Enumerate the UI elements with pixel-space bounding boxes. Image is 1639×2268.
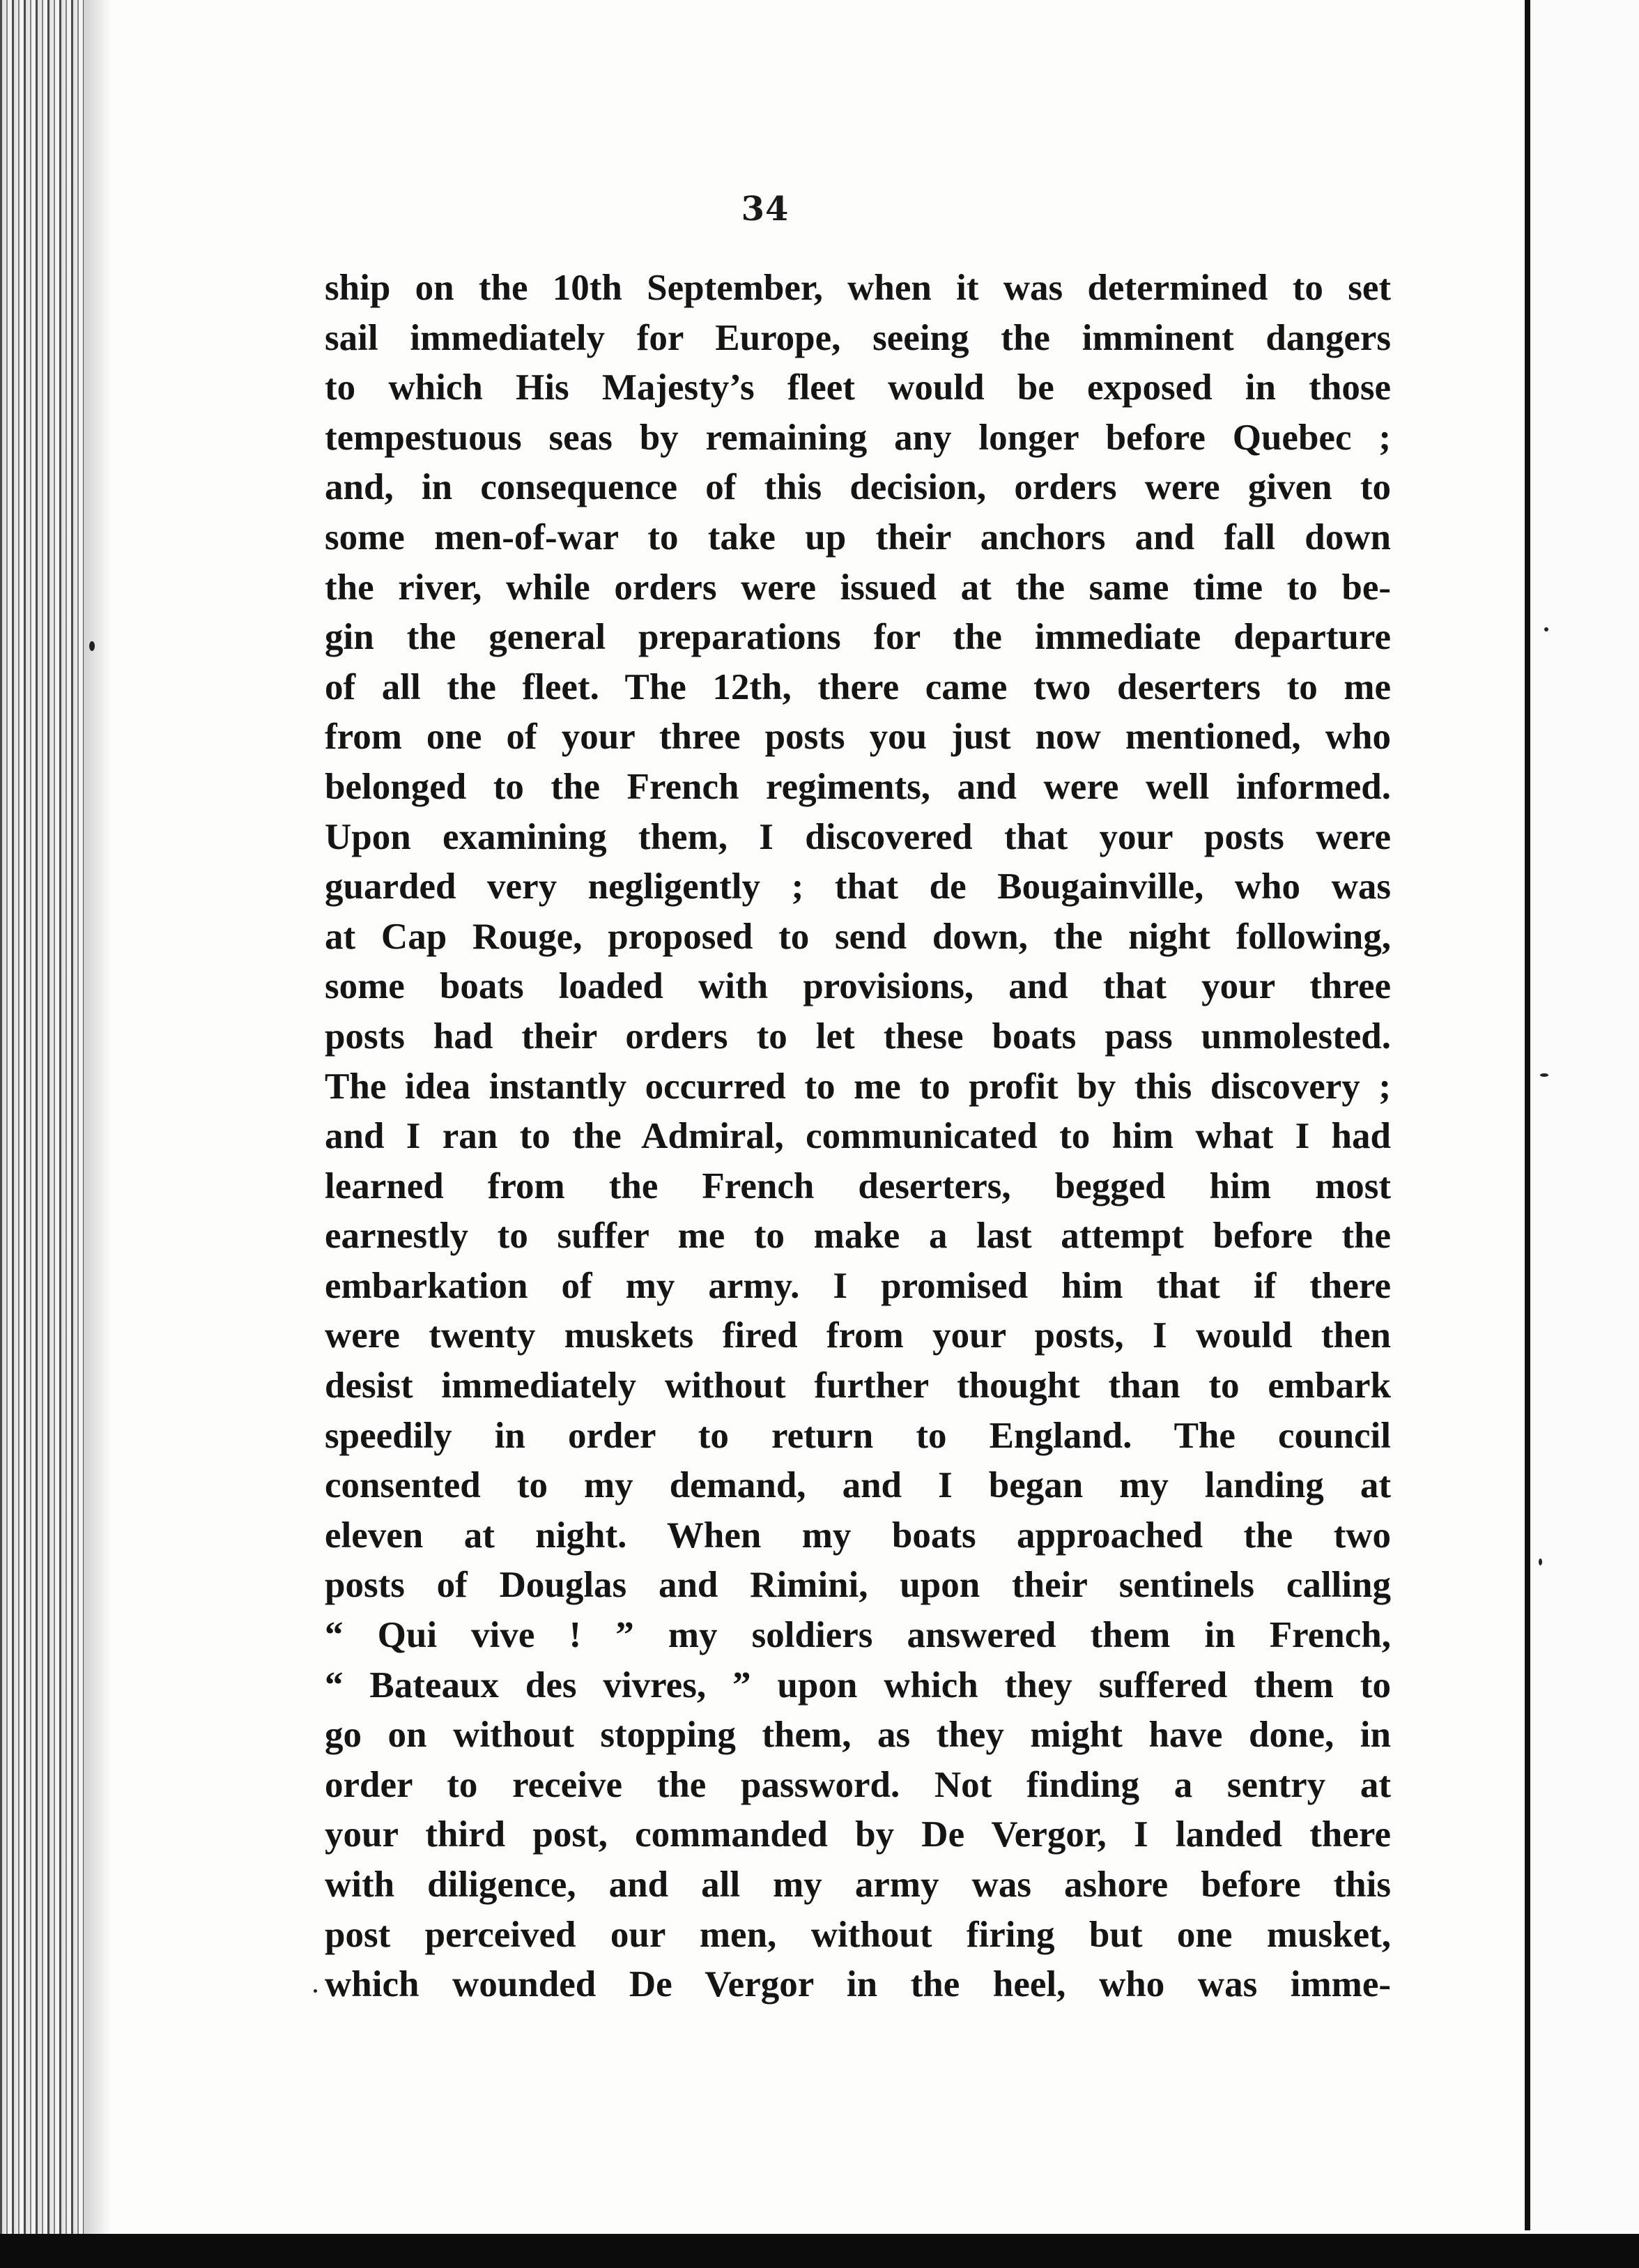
text-line: the river, while orders were issued at the same time to be-: [325, 567, 1391, 608]
text-line: posts of Douglas and Rimini, upon their sentinels calling: [325, 1565, 1391, 1606]
page-right-edge: [1525, 0, 1530, 2230]
text-line: and I ran to the Admiral, communicated to him what I had: [325, 1116, 1391, 1157]
text-line: at Cap Rouge, proposed to send down, the night following,: [325, 916, 1391, 957]
text-line: guarded very negligently ; that de Bougainville, who was: [325, 866, 1391, 907]
book-binding-edge: [0, 0, 84, 2268]
text-line: order to receive the password. Not finding a sentry at: [325, 1764, 1391, 1805]
scan-speck: [1540, 1073, 1548, 1077]
text-line: “ Qui vive ! ” my soldiers answered them in French,: [325, 1615, 1391, 1656]
text-line: consented to my demand, and I began my landing at: [325, 1465, 1391, 1506]
text-line: The idea instantly occurred to me to profit by this discovery ;: [325, 1066, 1391, 1107]
text-line: from one of your three posts you just now mentioned, who: [325, 717, 1391, 758]
text-line: learned from the French deserters, begged him most: [325, 1165, 1391, 1206]
text-line: embarkation of my army. I promised him that if there: [325, 1265, 1391, 1306]
text-line: Upon examining them, I discovered that your posts were: [325, 816, 1391, 857]
text-line: to which His Majesty’s fleet would be exposed in those: [325, 367, 1391, 408]
text-line: which wounded De Vergor in the heel, who was imme-: [325, 1964, 1391, 2005]
right-margin: [1530, 0, 1639, 2230]
scan-speck: [1544, 627, 1548, 631]
text-line: posts had their orders to let these boats pass unmolested.: [325, 1016, 1391, 1057]
text-line: desist immediately without further thought than to embark: [325, 1365, 1391, 1407]
text-line: with diligence, and all my army was ashore before this: [325, 1864, 1391, 1905]
text-line: “ Bateaux des vivres, ” upon which they suffered them to: [325, 1664, 1391, 1706]
scan-bottom-border: [0, 2234, 1639, 2268]
text-line: belonged to the French regiments, and were well informed.: [325, 766, 1391, 807]
text-line: and, in consequence of this decision, orders were given to: [325, 467, 1391, 508]
scan-speck: [314, 1989, 317, 1993]
text-line: tempestuous seas by remaining any longer before Quebec ;: [325, 417, 1391, 458]
text-line: speedily in order to return to England. The council: [325, 1415, 1391, 1456]
body-text: [325, 263, 1391, 2010]
text-line: go on without stopping them, as they might have done, in: [325, 1715, 1391, 1756]
text-line: were twenty muskets fired from your posts, I would then: [325, 1315, 1391, 1356]
text-line: post perceived our men, without firing but one musket,: [325, 1914, 1391, 1955]
text-line: earnestly to suffer me to make a last attempt before the: [325, 1216, 1391, 1257]
scan-speck: [1539, 1558, 1542, 1565]
page-number: 34: [741, 190, 790, 229]
text-line: ship on the 10th September, when it was determined to set: [325, 268, 1391, 308]
text-line: sail immediately for Europe, seeing the imminent dangers: [325, 317, 1391, 358]
text-line: eleven at night. When my boats approached the two: [325, 1515, 1391, 1556]
text-line: your third post, commanded by De Vergor, I landed there: [325, 1814, 1391, 1855]
text-line: gin the general preparations for the immediate departure: [325, 617, 1391, 658]
text-line: of all the fleet. The 12th, there came two deserters to me: [325, 666, 1391, 707]
scan-speck: [89, 641, 95, 651]
text-line: some boats loaded with provisions, and that your three: [325, 966, 1391, 1007]
gutter-shadow: [84, 0, 111, 2268]
text-line: some men-of-war to take up their anchors and fall down: [325, 516, 1391, 558]
